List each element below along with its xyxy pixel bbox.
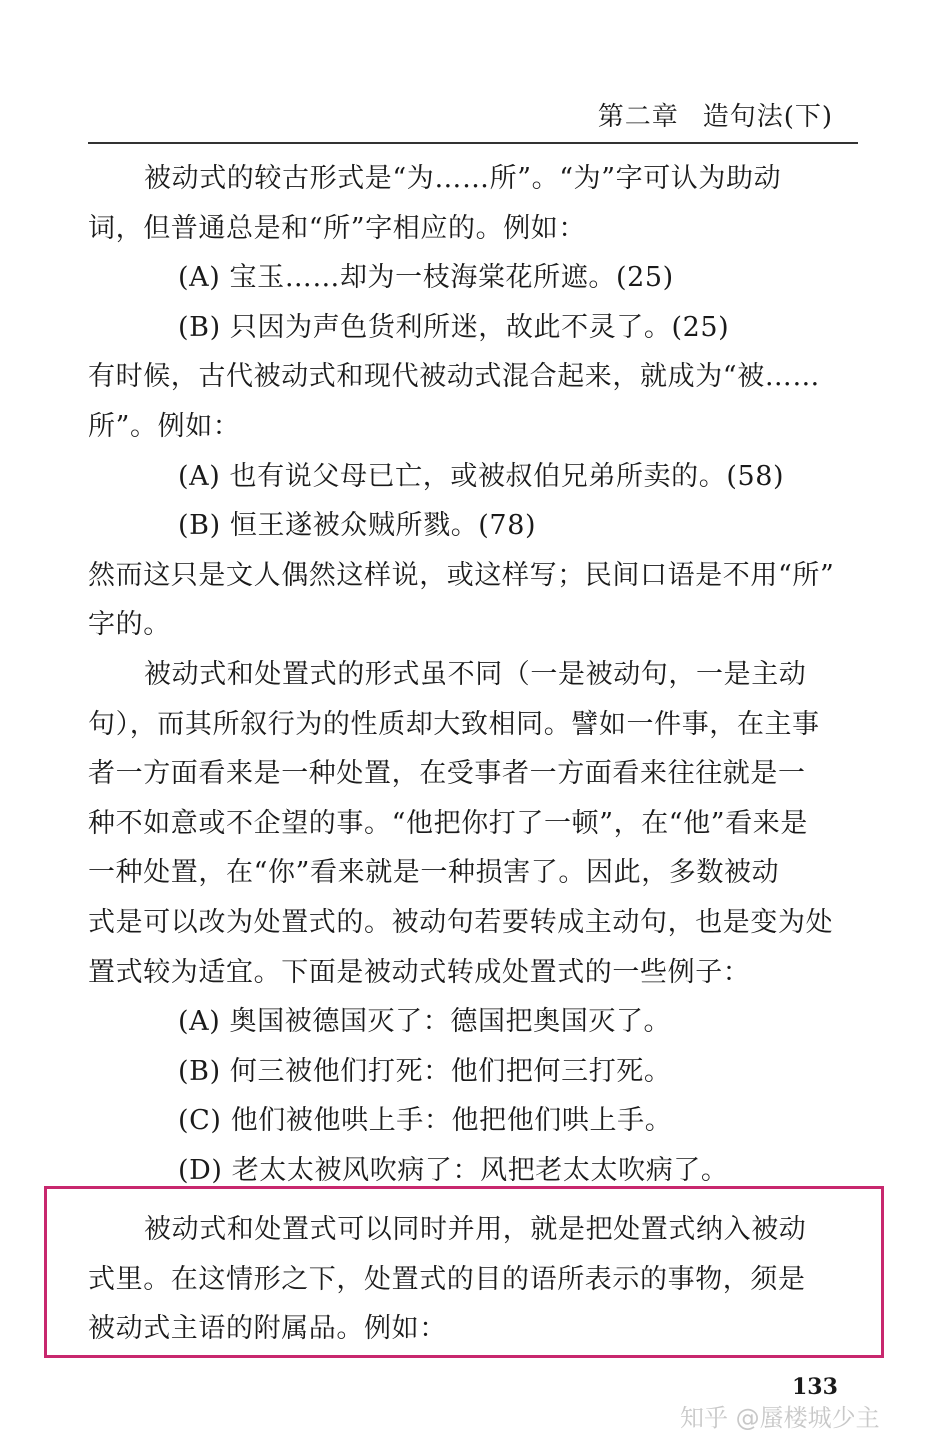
text-line: 者一方面看来是一种处置，在受事者一方面看来往往就是一 bbox=[88, 758, 806, 790]
text-line: 被动式的较古形式是“为……所”。“为”字可认为助动 bbox=[144, 163, 782, 194]
watermark: 知乎 @蜃楼城少主 bbox=[680, 1404, 880, 1432]
text-line: (B) 何三被他们打死：他们把何三打死。 bbox=[178, 1055, 672, 1087]
text-line: (A) 奥国被德国灭了：德国把奥国灭了。 bbox=[178, 1006, 672, 1038]
running-header bbox=[598, 96, 833, 133]
text-line: 一种处置，在“你”看来就是一种损害了。因此，多数被动 bbox=[88, 857, 780, 889]
section-label: 造句法(下) bbox=[702, 102, 833, 132]
text-line: 然而这只是文人偶然这样说，或这样写；民间口语是不用“所” bbox=[88, 559, 835, 591]
body-text bbox=[88, 154, 860, 1195]
text-line: (A) 宝玉……却为一枝海棠花所遮。(25) bbox=[178, 262, 674, 294]
text-line: 词，但普通总是和“所”字相应的。例如： bbox=[88, 212, 587, 244]
text-line: (C) 他们被他哄上手：他把他们哄上手。 bbox=[178, 1105, 673, 1137]
highlighted-line: 式里。在这情形之下，处置式的目的语所表示的事物，须是 bbox=[88, 1263, 806, 1295]
text-line: 式是可以改为处置式的。被动句若要转成主动句，也是变为处 bbox=[88, 906, 834, 938]
text-line: (D) 老太太被风吹病了：风把老太太吹病了。 bbox=[178, 1154, 729, 1186]
text-line: 被动式和处置式的形式虽不同（一是被动句，一是主动 bbox=[144, 658, 807, 690]
text-line: (B) 恒王遂被众贼所戮。(78) bbox=[178, 510, 537, 542]
chapter-label: 第二章 bbox=[597, 102, 679, 132]
text-line: (B) 只因为声色货利所迷，故此不灵了。(25) bbox=[178, 311, 730, 343]
text-line: 置式较为适宜。下面是被动式转成处置式的一些例子： bbox=[88, 956, 751, 988]
text-line: 所”。例如： bbox=[88, 410, 241, 442]
text-line: (A) 也有说父母已亡，或被叔伯兄弟所卖的。(58) bbox=[178, 460, 785, 492]
page-number: 133 bbox=[792, 1374, 838, 1400]
highlighted-line: 被动式主语的附属品。例如： bbox=[88, 1313, 447, 1345]
highlighted-paragraph bbox=[88, 1205, 860, 1354]
text-line: 种不如意或不企望的事。“他把你打了一顿”，在“他”看来是 bbox=[88, 807, 809, 839]
text-line: 句），而其所叙行为的性质却大致相同。譬如一件事，在主事 bbox=[88, 708, 820, 740]
text-line: 字的。 bbox=[88, 609, 171, 641]
highlighted-line: 被动式和处置式可以同时并用，就是把处置式纳入被动 bbox=[144, 1214, 807, 1245]
header-rule bbox=[88, 142, 858, 144]
text-line: 有时候，古代被动式和现代被动式混合起来，就成为“被…… bbox=[88, 361, 821, 393]
